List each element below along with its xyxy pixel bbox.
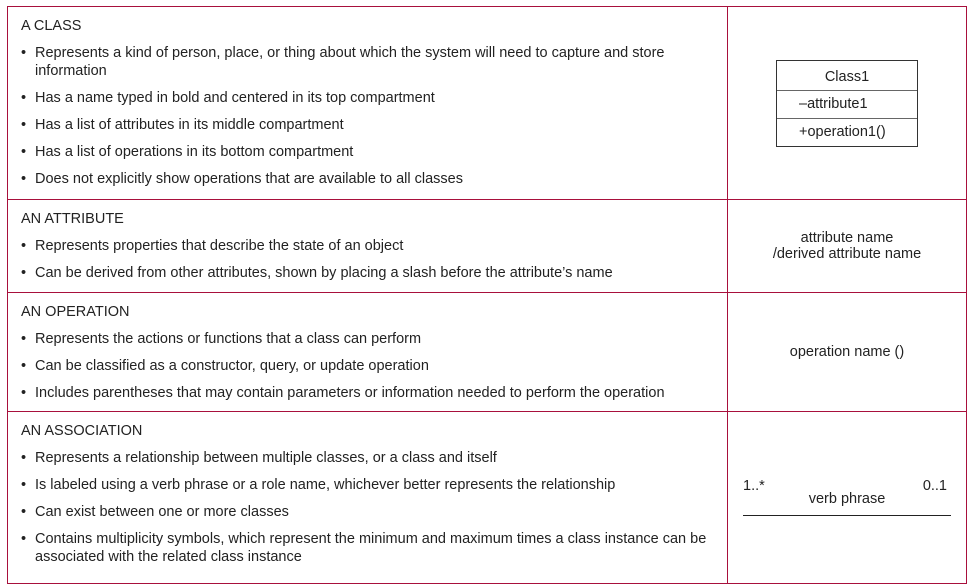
uml-notation-table bbox=[7, 6, 967, 584]
operation-name: operation name () bbox=[789, 344, 905, 360]
bullet: • Is labeled using a verb phrase or a role name, whichever better represents the relationship bbox=[21, 476, 717, 494]
class-name: Class1 bbox=[824, 68, 870, 85]
attribute-name: attribute name bbox=[800, 230, 894, 246]
class-operation: +operation1() bbox=[777, 118, 917, 146]
derived-attribute-name: /derived attribute name bbox=[772, 246, 922, 262]
bullet: • Contains multiplicity symbols, which represent the minimum and maximum times a class instance can be associated with the related class instance bbox=[21, 530, 717, 566]
verb-phrase-label: verb phrase bbox=[808, 490, 886, 507]
multiplicity-right: 0..1 bbox=[922, 477, 947, 494]
bullet: • Has a list of operations in its bottom compartment bbox=[21, 143, 717, 161]
bullet: • Represents a relationship between multiple classes, or a class and itself bbox=[21, 449, 717, 467]
bullet: • Represents properties that describe the state of an object bbox=[21, 237, 717, 255]
bullet: • Has a name typed in bold and centered in its top compartment bbox=[21, 89, 717, 107]
row-heading: AN OPERATION bbox=[21, 304, 130, 320]
association-line bbox=[743, 515, 951, 516]
bullet: • Represents a kind of person, place, or thing about which the system will need to capture and store information bbox=[21, 44, 685, 80]
bullet: • Includes parentheses that may contain parameters or information needed to perform the operation bbox=[21, 384, 717, 402]
row-heading: AN ATTRIBUTE bbox=[21, 211, 124, 227]
row-class bbox=[8, 7, 966, 199]
row-heading: AN ASSOCIATION bbox=[21, 423, 143, 439]
row-attribute bbox=[8, 199, 966, 292]
class-attribute: –attribute1 bbox=[777, 90, 917, 118]
row-heading: A CLASS bbox=[21, 18, 82, 34]
description-cell bbox=[8, 200, 728, 292]
description-cell bbox=[8, 412, 728, 583]
bullet: • Can be derived from other attributes, shown by placing a slash before the attribute’s name bbox=[21, 264, 717, 282]
bullet: • Does not explicitly show operations that are available to all classes bbox=[21, 170, 717, 188]
description-cell bbox=[8, 7, 728, 199]
bullet: • Can be classified as a constructor, query, or update operation bbox=[21, 357, 717, 375]
row-operation bbox=[8, 292, 966, 411]
example-cell bbox=[728, 412, 966, 583]
description-cell bbox=[8, 293, 728, 411]
row-association bbox=[8, 411, 966, 583]
association-line-diagram bbox=[743, 478, 951, 518]
example-cell bbox=[728, 7, 966, 199]
example-cell bbox=[728, 293, 966, 411]
bullet: • Can exist between one or more classes bbox=[21, 503, 717, 521]
uml-class-box bbox=[776, 60, 918, 147]
example-cell bbox=[728, 200, 966, 292]
bullet: • Represents the actions or functions that a class can perform bbox=[21, 330, 717, 348]
multiplicity-left: 1..* bbox=[743, 477, 765, 494]
bullet: • Has a list of attributes in its middle compartment bbox=[21, 116, 717, 134]
